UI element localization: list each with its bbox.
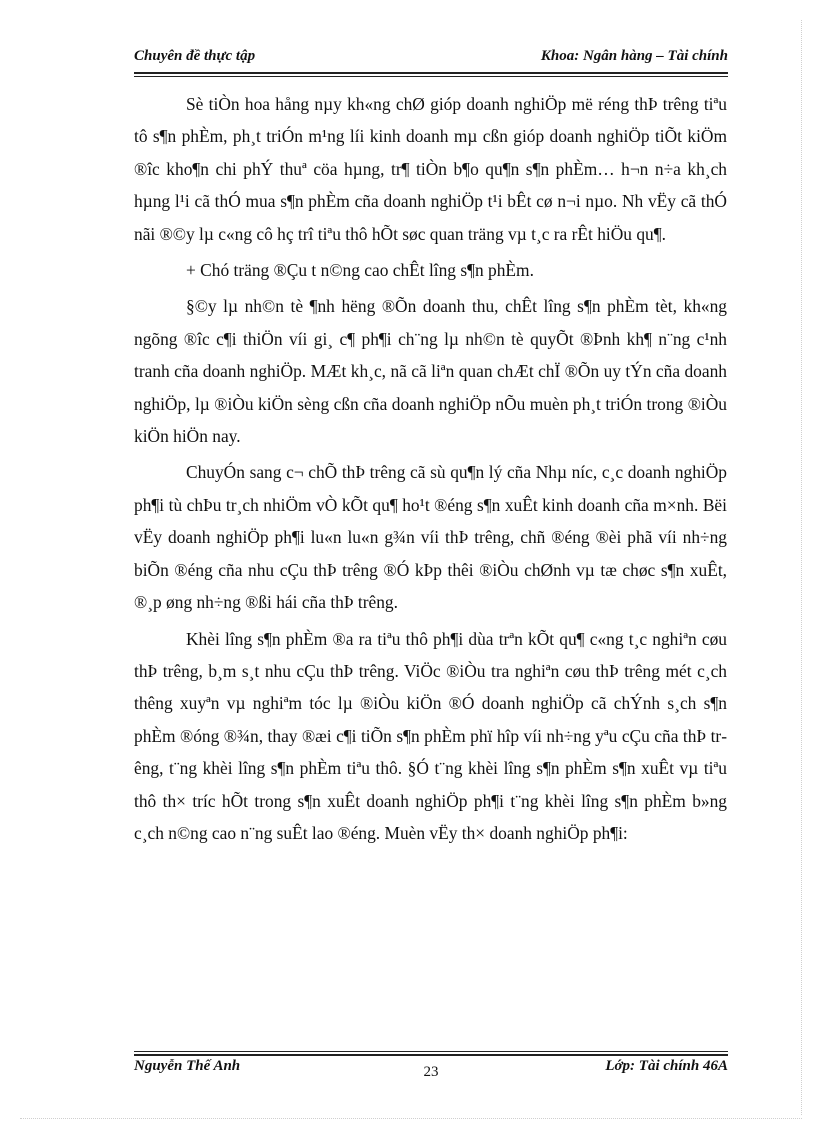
header-report-type: Chuyên đề thực tập <box>134 48 256 64</box>
body-text <box>134 88 727 849</box>
paragraph-1: Sè tiÒn hoa hång nµy kh«ng chØ gióp doanh nghiÖp më réng thÞ trêng tiªu tô s¶n phÈm, ph¸t triÓn m¹ng líi kinh doanh mµ cßn gióp doanh nghiÖp tiÕt kiÖm ®îc kho¶n chi phÝ thuª cöa hµng, tr¶ tiÒn b¶o qu¶n s¶n phÈm… h¬n n÷a kh¸ch hµng l¹i cã thÓ mua s¶n phÈm cña doanh nghiÖp t¹i bÊt cø n¬i nµo. Nh vËy cã thÓ nãi ®©y lµ c«ng cô hç trî tiªu thô hÕt søc quan träng vµ t¸c ra rÊt hiÖu qu¶. <box>134 94 727 244</box>
footer-class: Lớp: Tài chính 46A <box>605 1058 728 1074</box>
page-number: 23 <box>423 1064 439 1080</box>
paragraph-2: + Chó träng ®Çu t n©ng cao chÊt lîng s¶n phÈm. <box>186 260 534 281</box>
paragraph-3: §©y lµ nh©n tè ¶nh hëng ®Õn doanh thu, chÊt lîng s¶n phÈm tèt, kh«ng ngõng ®îc c¶i thiÖn víi gi¸ c¶ ph¶i ch¨ng lµ nh©n tè quyÕt ®Þnh kh¶ n¨ng c¹nh tranh cña doanh nghiÖp. MÆt kh¸c, nã cã liªn quan chÆt chÏ ®Õn uy tÝn cña doanh nghiÖp, lµ ®iÒu kiÖn sèng cßn cña doanh nghiÖp nÕu muèn ph¸t triÓn trong ®iÒu kiÖn hiÖn nay. <box>134 296 727 447</box>
paragraph-5: Khèi lîng s¶n phÈm ®a ra tiªu thô ph¶i dùa trªn kÕt qu¶ c«ng t¸c nghiªn cøu thÞ trêng, b¸m s¸t nhu cÇu thÞ trêng. ViÖc ®iÒu tra nghiªn cøu thÞ trêng mét c¸ch thêng xuyªn vµ nghiªm tóc lµ ®iÒu kiÖn ®Ó doanh nghiÖp cã chÝnh s¸ch s¶n phÈm ®óng ®¾n, thay ®æi c¶i tiÕn s¶n phÈm phï hîp víi nh÷ng yªu cÇu cña thÞ trêng, t¨ng khèi lîng s¶n phÈm tiªu thô. §Ó t¨ng khèi lîng s¶n phÈm s¶n xuÊt vµ tiªu thô th× tríc hÕt trong s¶n xuÊt doanh nghiÖp ph¶i t¨ng khèi lîng s¶n phÈm b»ng c¸ch n©ng cao n¨ng suÊt lao ®éng. Muèn vËy th× doanh nghiÖp ph¶i: <box>134 628 727 843</box>
footer-rule-thin <box>134 1051 728 1052</box>
page-border-bottom <box>20 1118 802 1119</box>
footer-author: Nguyễn Thế Anh <box>134 1058 241 1074</box>
page-header <box>134 46 728 72</box>
paragraph-4: ChuyÓn sang c¬ chÕ thÞ trêng cã sù qu¶n lý cña Nhµ níc, c¸c doanh nghiÖp ph¶i tù chÞu tr¸ch nhiÖm vÒ kÕt qu¶ ho¹t ®éng s¶n xuÊt kinh doanh cña m×nh. Bëi vËy doanh nghiÖp ph¶i lu«n lu«n g¾n víi thÞ trêng, chñ ®éng ®èi phã víi nh÷ng biÕn ®éng cña nhu cÇu thÞ trêng ®Ó kÞp thêi ®iÒu chØnh vµ tæ chøc s¶n xuÊt, ®¸p øng nh÷ng ®ßi hái cña thÞ trêng. <box>134 462 727 613</box>
page-footer <box>134 1058 728 1082</box>
header-faculty: Khoa: Ngân hàng – Tài chính <box>540 48 728 64</box>
footer-rule <box>134 1054 728 1056</box>
page-border-right <box>801 20 802 1115</box>
header-rule-thin <box>134 76 728 77</box>
header-rule <box>134 72 728 74</box>
